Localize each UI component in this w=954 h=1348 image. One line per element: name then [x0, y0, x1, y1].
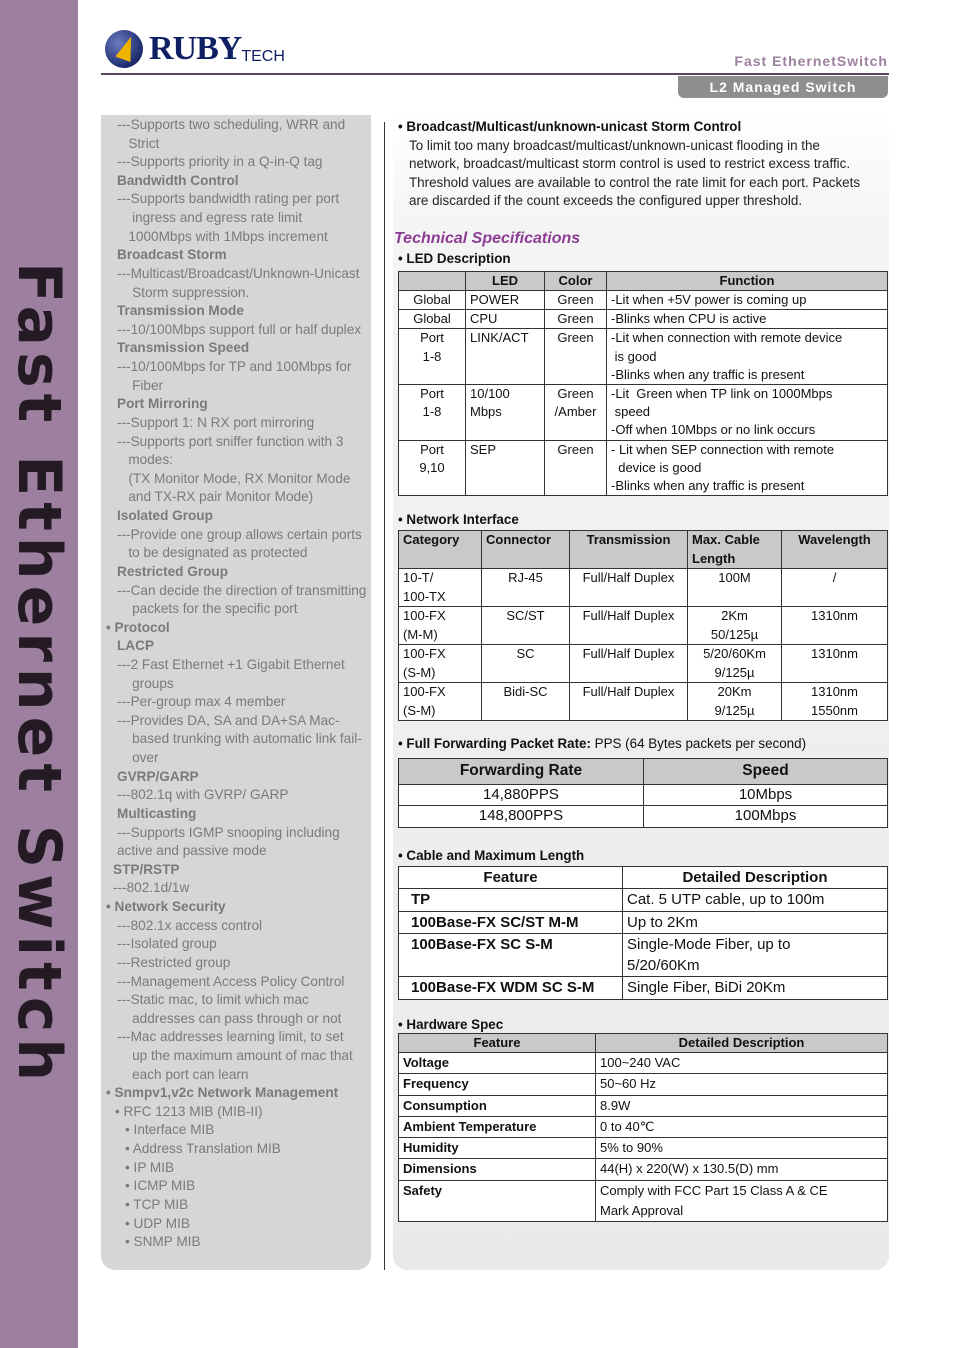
table-cell: SEP	[466, 440, 545, 496]
feature-line: ---Supports priority in a Q-in-Q tag	[117, 154, 323, 170]
table-cell: 100-FX (S-M)	[399, 683, 482, 721]
table-cell: 20Km 9/125µ	[688, 683, 782, 721]
feature-line: ---Supports bandwidth rating per port	[117, 191, 340, 207]
table-cell: -Blinks when CPU is active	[607, 310, 888, 329]
feature-line: to be designated as protected	[117, 545, 308, 561]
table-cell: LINK/ACT	[466, 329, 545, 385]
feature-line: • UDP MIB	[125, 1215, 190, 1231]
feature-line: • Address Translation MIB	[125, 1141, 281, 1157]
feature-line: ---802.1x access control	[117, 917, 263, 933]
hardware-heading: • Hardware Spec	[398, 1017, 504, 1032]
network-table	[398, 530, 888, 721]
sidebar-band	[0, 0, 78, 1348]
table-header: Detailed Description	[596, 1034, 888, 1053]
feature-line: Port Mirroring	[117, 396, 208, 412]
table-row	[399, 784, 888, 806]
feature-line: LACP	[117, 638, 155, 654]
table-header: Wavelength	[782, 531, 888, 569]
table-cell: 10/100 Mbps	[466, 385, 545, 441]
table-row	[399, 1159, 888, 1180]
feature-line: Storm suppression.	[117, 284, 250, 300]
feature-line: Broadcast Storm	[117, 247, 227, 263]
storm-line: To limit too many broadcast/multicast/unknown-unicast flooding in the	[409, 137, 820, 153]
table-row	[399, 977, 888, 999]
table-row	[399, 385, 888, 441]
table-row	[399, 1180, 888, 1222]
table-cell: Single Fiber, BiDi 20Km	[623, 977, 888, 999]
feature-line: Isolated Group	[117, 508, 213, 524]
table-cell: 10-T/ 100-TX	[399, 569, 482, 607]
feature-line: ---Can decide the direction of transmitting	[117, 582, 367, 598]
table-cell: 100-FX (M-M)	[399, 607, 482, 645]
table-cell: CPU	[466, 310, 545, 329]
cable-table	[398, 866, 888, 1000]
table-header: Feature	[399, 1034, 596, 1053]
feature-line: STP/RSTP	[113, 861, 180, 877]
feature-line: ---Mac addresses learning limit, to set	[117, 1029, 344, 1045]
table-cell: Full/Half Duplex	[570, 683, 688, 721]
header-divider	[101, 73, 889, 75]
table-cell: 5/20/60Km 9/125µ	[688, 645, 782, 683]
feature-line: Multicasting	[117, 805, 197, 821]
feature-line: Bandwidth Control	[117, 172, 239, 188]
led-table	[398, 271, 888, 496]
table-cell: Green	[545, 291, 607, 310]
feature-line: Transmission Mode	[117, 303, 244, 319]
table-row	[399, 806, 888, 828]
table-cell: 100-FX (S-M)	[399, 645, 482, 683]
table-cell: Port 1-8	[399, 385, 466, 441]
table-cell: Full/Half Duplex	[570, 607, 688, 645]
table-cell: Green	[545, 440, 607, 496]
feature-line: 1000Mbps with 1Mbps increment	[117, 228, 328, 244]
feature-line: ---10/100Mbps support full or half duplex	[117, 321, 362, 337]
table-cell: 44(H) x 220(W) x 130.5(D) mm	[596, 1159, 888, 1180]
table-cell: 148,800PPS	[399, 806, 644, 828]
feature-line: modes:	[117, 452, 173, 468]
table-cell: Port 1-8	[399, 329, 466, 385]
feature-line: addresses can pass through or not	[117, 1010, 342, 1026]
table-row	[399, 291, 888, 310]
table-cell: Port 9,10	[399, 440, 466, 496]
table-cell: -Lit Green when TP link on 1000Mbps speed -Off when 10Mbps or no link occurs	[607, 385, 888, 441]
header-product-badge: L2 Managed Switch	[678, 76, 888, 98]
feature-line: ---10/100Mbps for TP and 100Mbps for	[117, 359, 352, 375]
feature-line: Fiber	[117, 377, 164, 393]
table-cell: 100Base-FX WDM SC S-M	[399, 977, 623, 999]
table-header: Color	[545, 272, 607, 291]
feature-line: ---Multicast/Broadcast/Unknown-Unicast	[117, 265, 360, 281]
column-divider	[384, 122, 385, 1270]
feature-line: GVRP/GARP	[117, 768, 199, 784]
forwarding-heading	[398, 736, 806, 751]
globe-logo-icon	[105, 30, 143, 68]
table-cell: Dimensions	[399, 1159, 596, 1180]
table-header: Transmission	[570, 531, 688, 569]
table-cell: 100~240 VAC	[596, 1053, 888, 1074]
table-header: Max. Cable Length	[688, 531, 782, 569]
storm-control-section	[398, 118, 888, 211]
feature-line: ---Management Access Policy Control	[117, 973, 345, 989]
table-row	[399, 889, 888, 911]
table-cell: 100Mbps	[644, 806, 888, 828]
table-cell: 14,880PPS	[399, 784, 644, 806]
feature-line: • Network Security	[106, 899, 226, 915]
led-heading: • LED Description	[398, 251, 511, 266]
table-cell: 1310nm	[782, 645, 888, 683]
feature-line: up the maximum amount of mac that	[117, 1048, 353, 1063]
table-row	[399, 645, 888, 683]
table-row	[399, 1095, 888, 1116]
table-cell: SC	[482, 645, 570, 683]
table-cell: 1310nm 1550nm	[782, 683, 888, 721]
feature-line: • TCP MIB	[125, 1196, 189, 1212]
table-cell: Consumption	[399, 1095, 596, 1116]
table-header: Detailed Description	[623, 867, 888, 889]
table-cell: Up to 2Km	[623, 911, 888, 933]
feature-line: • Protocol	[106, 619, 170, 635]
table-cell: 0 to 40℃	[596, 1116, 888, 1137]
feature-line: ---Per-group max 4 member	[117, 694, 286, 710]
table-row	[399, 933, 888, 977]
feature-line: • SNMP MIB	[125, 1234, 201, 1250]
feature-line: based trunking with automatic link fail-	[117, 731, 362, 747]
table-cell: Frequency	[399, 1074, 596, 1095]
table-cell: Global	[399, 310, 466, 329]
table-cell: /	[782, 569, 888, 607]
table-cell: - Lit when SEP connection with remote device is good -Blinks when any traffic is present	[607, 440, 888, 496]
storm-line: network, broadcast/multicast storm control is used to restrict excess traffic.	[409, 156, 851, 172]
table-header	[399, 272, 466, 291]
table-cell: Green	[545, 310, 607, 329]
table-cell: SC/ST	[482, 607, 570, 645]
cable-heading: • Cable and Maximum Length	[398, 848, 585, 863]
table-cell: Bidi-SC	[482, 683, 570, 721]
company-logo	[105, 26, 285, 72]
table-row	[399, 1053, 888, 1074]
storm-line: Threshold values are available to control the rate limit for each port. Packets	[409, 174, 861, 190]
table-row	[399, 1138, 888, 1159]
logo-subtext: TECH	[241, 48, 285, 65]
table-cell: 2Km 50/125µ	[688, 607, 782, 645]
table-cell: 100M	[688, 569, 782, 607]
feature-line: ---2 Fast Ethernet +1 Gigabit Ethernet	[117, 656, 345, 672]
table-cell: 50~60 Hz	[596, 1074, 888, 1095]
feature-line: ingress and egress rate limit	[117, 210, 303, 226]
feature-line: each port can learn	[117, 1066, 249, 1082]
feature-line: ---Support 1: N RX port mirroring	[117, 414, 315, 430]
table-row	[399, 1074, 888, 1095]
feature-line: ---Provides DA, SA and DA+SA Mac-	[117, 712, 340, 728]
feature-line: ---Provide one group allows certain ports	[117, 526, 362, 542]
feature-line: ---Supports port sniffer function with 3	[117, 433, 344, 449]
feature-line: active and passive mode	[117, 843, 267, 859]
table-cell: Humidity	[399, 1138, 596, 1159]
table-cell: Full/Half Duplex	[570, 645, 688, 683]
table-cell: -Lit when +5V power is coming up	[607, 291, 888, 310]
table-cell: Global	[399, 291, 466, 310]
table-header: Category	[399, 531, 482, 569]
tech-spec-title: Technical Specifications	[394, 230, 581, 247]
table-cell: Voltage	[399, 1053, 596, 1074]
storm-title: • Broadcast/Multicast/unknown-unicast Storm Control	[398, 119, 742, 134]
feature-line: ---802.1d/1w	[113, 880, 190, 896]
table-cell: 8.9W	[596, 1095, 888, 1116]
feature-line: Strict	[117, 135, 160, 151]
table-header: Forwarding Rate	[399, 759, 644, 785]
table-cell: RJ-45	[482, 569, 570, 607]
table-cell: Safety	[399, 1180, 596, 1222]
table-cell: 5% to 90%	[596, 1138, 888, 1159]
table-row	[399, 329, 888, 385]
table-cell: POWER	[466, 291, 545, 310]
table-cell: Green	[545, 329, 607, 385]
feature-line: • Interface MIB	[125, 1122, 215, 1138]
vertical-title: Fast Ethernet Switch	[4, 262, 74, 1088]
table-row	[399, 683, 888, 721]
table-row	[399, 440, 888, 496]
feature-line: (TX Monitor Mode, RX Monitor Mode	[117, 470, 351, 486]
table-cell: Ambient Temperature	[399, 1116, 596, 1137]
table-header: Feature	[399, 867, 623, 889]
feature-line: packets for the specific port	[117, 601, 298, 617]
logo-text: RUBY	[149, 30, 242, 67]
table-header: Speed	[644, 759, 888, 785]
feature-line: ---Supports two scheduling, WRR and	[117, 117, 346, 132]
table-cell: 10Mbps	[644, 784, 888, 806]
feature-line: ---Isolated group	[117, 936, 217, 952]
feature-line: • ICMP MIB	[125, 1178, 196, 1194]
feature-line: ---802.1q with GVRP/ GARP	[117, 787, 289, 803]
table-cell: 100Base-FX SC S-M	[399, 933, 623, 977]
feature-line: Restricted Group	[117, 563, 229, 579]
hardware-table	[398, 1033, 888, 1222]
feature-line: ---Restricted group	[117, 954, 231, 970]
table-cell: TP	[399, 889, 623, 911]
feature-line: Transmission Speed	[117, 340, 250, 356]
forwarding-heading-note: PPS (64 Bytes packets per second)	[590, 736, 807, 751]
table-cell: Green /Amber	[545, 385, 607, 441]
feature-line: and TX-RX pair Monitor Mode)	[117, 489, 314, 505]
table-cell: Cat. 5 UTP cable, up to 100m	[623, 889, 888, 911]
table-cell: Single-Mode Fiber, up to 5/20/60Km	[623, 933, 888, 977]
feature-line: • RFC 1213 MIB (MIB-II)	[115, 1103, 263, 1119]
table-row	[399, 911, 888, 933]
table-cell: Comply with FCC Part 15 Class A & CE Mark Approval	[596, 1180, 888, 1222]
table-row	[399, 1116, 888, 1137]
table-cell: 1310nm	[782, 607, 888, 645]
table-cell: -Lit when connection with remote device is good -Blinks when any traffic is present	[607, 329, 888, 385]
feature-line: ---Static mac, to limit which mac	[117, 992, 309, 1008]
table-header: Connector	[482, 531, 570, 569]
table-cell: Full/Half Duplex	[570, 569, 688, 607]
table-header: LED	[466, 272, 545, 291]
feature-line: • Snmpv1,v2c Network Management	[106, 1085, 339, 1101]
forwarding-table	[398, 758, 888, 828]
feature-line: • IP MIB	[125, 1159, 175, 1175]
table-row	[399, 310, 888, 329]
table-row	[399, 569, 888, 607]
network-heading: • Network Interface	[398, 512, 519, 527]
feature-line: groups	[117, 675, 174, 691]
table-header: Function	[607, 272, 888, 291]
header-product-line: Fast EthernetSwitch	[734, 53, 888, 69]
table-cell: 100Base-FX SC/ST M-M	[399, 911, 623, 933]
feature-line: ---Supports IGMP snooping including	[117, 824, 340, 840]
storm-line: are discarded if the count exceeds the configured upper threshold.	[409, 193, 803, 209]
forwarding-heading-label: • Full Forwarding Packet Rate:	[398, 736, 591, 751]
feature-line: over	[117, 750, 159, 766]
table-row	[399, 607, 888, 645]
